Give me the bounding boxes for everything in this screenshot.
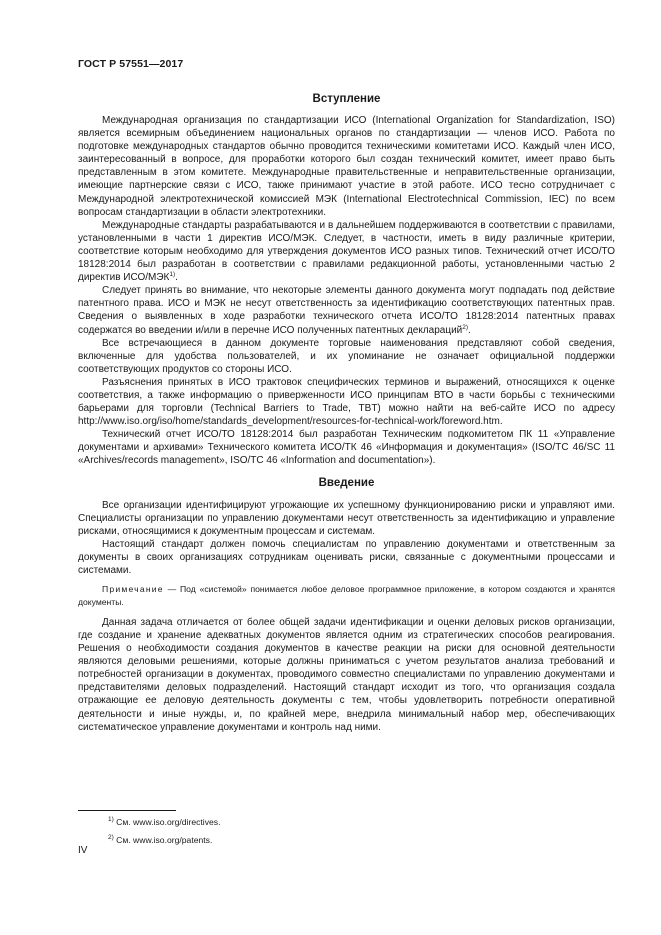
- preface-paragraph-6: Технический отчет ИСО/ТО 18128:2014 был разработан Техническим подкомитетом ПК 11 «Управление документами и архивами» Технического комитета ИСО/ТК 46 «Информация и документация» (ISO/TC 46/SC 11 «Archives/records management», ISO/TC 46 «Information and documentation»).: [78, 429, 615, 467]
- preface-paragraph-3-text: Следует принять во внимание, что некоторые элементы данного документа могут подпадать под действие патентного права. ИСО и МЭК не несут ответственность за идентификацию соответствующих патентных прав. Сведения о выявленных в ходе разработки технического отчета ИСО/ТО 18128:2014 патентных правах содержатся во введении и/или в перечне ИСО полученных патентных деклараций: [78, 285, 615, 336]
- standard-number: ГОСТ Р 57551—2017: [78, 58, 184, 70]
- preface-paragraph-2: [78, 219, 615, 284]
- note-text: — Под «системой» понимается любое деловое программное приложение, в котором создаются и хранятся документы.: [78, 584, 615, 607]
- preface-paragraph-5: Разъяснения принятых в ИСО трактовок специфических терминов и выражений, относящихся к оценке соответствия, а также информацию о приверженности ИСО принципам ВТО в части борьбы с техническими барьерами для торговли (Technical Barriers to Trade, TBT) можно найти на веб-сайте ИСО по адресу http://www.iso.org/iso/home/standards_development/resources-for-technical-work/foreword.htm.: [78, 376, 615, 428]
- footnote-ref-1: 1): [169, 271, 176, 279]
- page-content: [78, 86, 615, 734]
- introduction-paragraph-3: Данная задача отличается от более общей задачи идентификации и оценки деловых рисков организации, где создание и хранение адекватных документов является одним из стратегических способов реагирования. Решения о необходимости создания документов в качестве реакции на риски для основной деятельности являются деловыми решениями, которые должны приниматься с учетом результатов анализа требований и потребностей организации в документах, проводимого совместно специалистами по управлению документами и представителями деловых подразделений. Настоящий стандарт исходит из того, что организация создала отражающие ее деловую деятельность документы с тем, чтобы удовлетворить потребности оперативной деятельности и иные нужды, и, по крайней мере, внедрила минимальный набор мер, обеспечивающих систематическое управление документами и контроль над ними.: [78, 616, 615, 733]
- introduction-note: [78, 583, 615, 608]
- footnote-divider: [78, 810, 176, 811]
- page-number: IV: [78, 845, 88, 856]
- preface-paragraph-4: Все встречающиеся в данном документе торговые наименования представляют собой сведения, включенные для удобства пользователей, и их упоминание не означает официальной поддержки соответствующих продуктов со стороны ИСО.: [78, 337, 615, 375]
- preface-paragraph-2-text: Международные стандарты разрабатываются и в дальнейшем поддерживаются в соответствии с правилами, установленными в части 1 директив ИСО/МЭК. Следует, в частности, иметь в виду различные критерии, соответствие которым необходимо для утверждения документов ИСО разных типов. Технический отчет ИСО/ТО 18128:2014 был разработан в соответствии с правилами редакционной работы, установленными частью 2 директив ИСО/МЭК: [78, 219, 615, 284]
- footnote-mark: 1): [108, 816, 114, 823]
- footnote-2: [78, 832, 615, 850]
- footnote-text: См. www.iso.org/directives.: [113, 817, 221, 827]
- footnote-1: [78, 814, 615, 832]
- paragraph-end-period: .: [175, 272, 178, 284]
- preface-title: Вступление: [312, 93, 381, 105]
- note-label: Примечание: [102, 584, 164, 595]
- paragraph-end-period: .: [468, 324, 471, 336]
- introduction-paragraph-1: Все организации идентифицируют угрожающие их успешному функционированию риски и управляют ими. Специалисты организации по управлению документами несут ответственность за идентификацию и управление рисками, относящимися к документным процессам и системам.: [78, 499, 615, 537]
- introduction-paragraph-2: Настоящий стандарт должен помочь специалистам по управлению документами и ответственным за документы в своих организациях сотрудникам оценивать риски, связанные с документными процессами и системами.: [78, 538, 615, 576]
- footnotes: [78, 814, 615, 849]
- footnote-mark: 2): [108, 833, 114, 841]
- preface-paragraph-3: [78, 284, 615, 336]
- footnote-ref-2: 2): [462, 323, 469, 331]
- introduction-title: Введение: [318, 476, 375, 489]
- preface-paragraph-1: Международная организация по стандартизации ИСО (International Organization for Standardization, ISO) является всемирным объединением национальных органов по стандартизации — членов ИСО. Работа по подготовке международных стандартов обычно проводится техническими комитетами ИСО. Каждый член ИСО, заинтересованный в вопросе, для проработки которого был создан технический комитет, имеет право быть представленным в этом комитете. Международные правительственные и неправительственные организации, имеющие партнерские связи с ИСО, также принимают участие в этой работе. ИСО тесно сотрудничает с Международной электротехнической комиссией МЭК (International Electrotechnical Commission, IEC) по всем вопросам стандартизации в области электротехники.: [78, 115, 615, 218]
- footnote-text: См. www.iso.org/patents.: [113, 834, 213, 845]
